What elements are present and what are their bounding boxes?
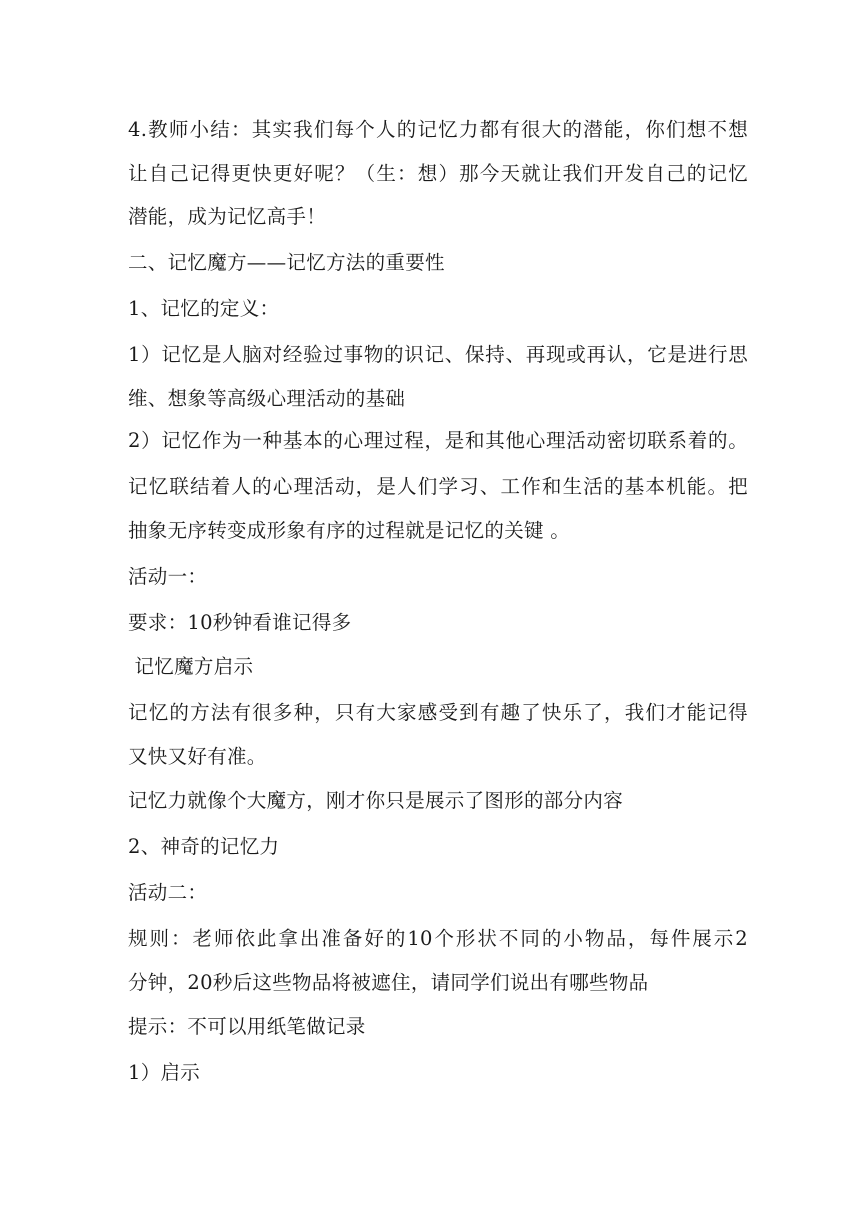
- text-line: 让自己记得更快更好呢？（生：想）那今天就让我们开发自己的记忆: [128, 162, 748, 185]
- activity-heading: 活动一：: [128, 565, 208, 588]
- text-line: 记忆魔方启示: [128, 655, 254, 678]
- text-line: 1）启示: [128, 1061, 201, 1084]
- text-line: 4.教师小结：其实我们每个人的记忆力都有很大的潜能，你们想不想: [128, 118, 748, 141]
- subsection-heading: 2、神奇的记忆力: [128, 835, 280, 858]
- text-line: 记忆联结着人的心理活动，是人们学习、工作和生活的基本机能。把: [128, 475, 748, 498]
- subsection-heading: 1、记忆的定义：: [128, 297, 280, 320]
- text-line: 规则：老师依此拿出准备好的10个形状不同的小物品，每件展示2: [128, 927, 748, 950]
- text-line: 记忆力就像个大魔方，刚才你只是展示了图形的部分内容: [128, 789, 624, 812]
- text-line: 潜能，成为记忆高手！: [128, 205, 327, 228]
- text-line: 1）记忆是人脑对经验过事物的识记、保持、再现或再认，它是进行思: [128, 343, 748, 366]
- section-heading: 二、记忆魔方——记忆方法的重要性: [128, 251, 445, 274]
- text-line: 2）记忆作为一种基本的心理过程，是和其他心理活动密切联系着的。: [128, 429, 748, 452]
- text-line: 提示：不可以用纸笔做记录: [128, 1015, 366, 1038]
- text-line: 要求：10秒钟看谁记得多: [128, 611, 352, 634]
- text-line: 维、想象等高级心理活动的基础: [128, 387, 406, 410]
- text-line: 抽象无序转变成形象有序的过程就是记忆的关键 。: [128, 519, 571, 542]
- text-line: 又快又好有准。: [128, 745, 267, 768]
- text-line: 分钟，20秒后这些物品将被遮住，请同学们说出有哪些物品: [128, 971, 649, 994]
- text-line: 记忆的方法有很多种，只有大家感受到有趣了快乐了，我们才能记得: [128, 701, 748, 724]
- activity-heading: 活动二：: [128, 881, 208, 904]
